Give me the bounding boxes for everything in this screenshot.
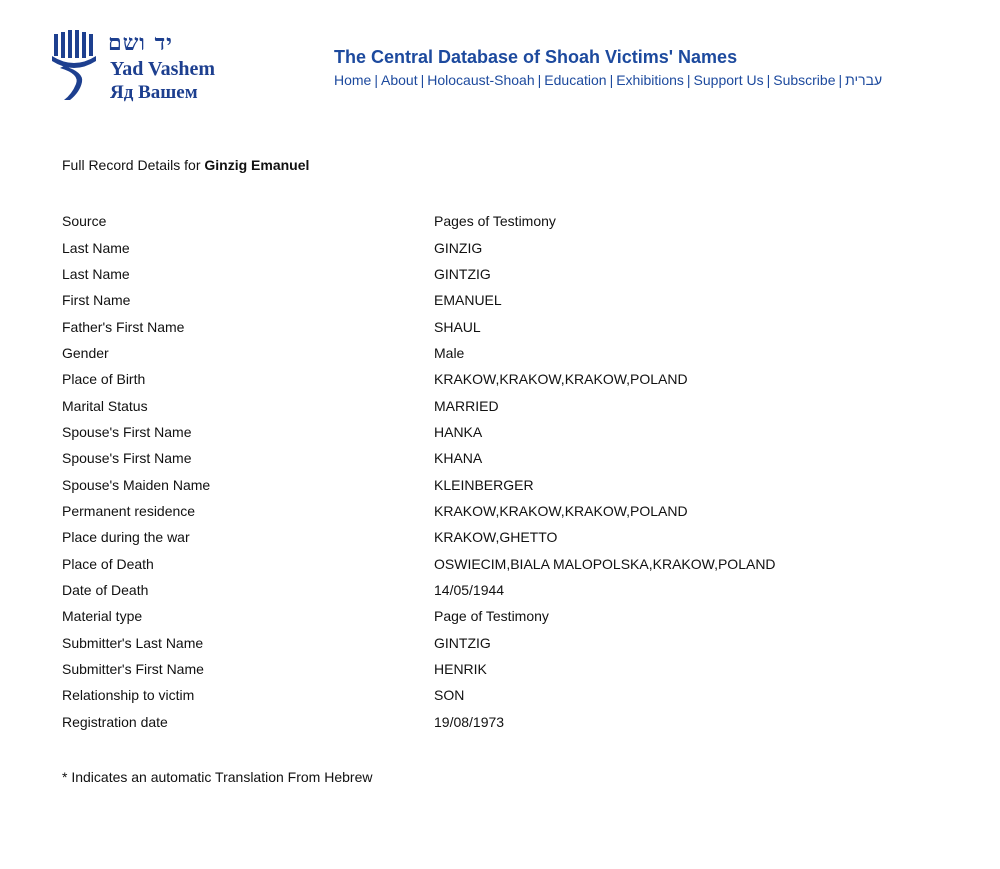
record-row: [62, 682, 862, 708]
nav-link[interactable]: Holocaust-Shoah: [427, 72, 535, 88]
field-label: Place of Death: [62, 555, 154, 572]
record-details-table: [62, 208, 862, 735]
nav-separator: |: [374, 72, 378, 88]
record-row: [62, 419, 862, 445]
field-value: HENRIK: [434, 661, 487, 678]
field-label: Relationship to victim: [62, 687, 195, 704]
field-value: OSWIECIM,BIALA MALOPOLSKA,KRAKOW,POLAND: [434, 555, 776, 572]
record-row: [62, 656, 862, 682]
field-label: Father's First Name: [62, 318, 185, 335]
field-label: Marital Status: [62, 397, 148, 414]
field-value: 14/05/1944: [434, 581, 505, 598]
record-row: [62, 287, 862, 313]
field-value: KLEINBERGER: [434, 476, 534, 493]
nav-link[interactable]: Exhibitions: [616, 72, 684, 88]
field-label: Gender: [62, 344, 109, 361]
field-label: First Name: [62, 292, 131, 309]
record-heading-name: Ginzig Emanuel: [204, 157, 310, 173]
nav-separator: |: [609, 72, 614, 88]
field-label: Date of Death: [62, 581, 149, 598]
field-label: Registration date: [62, 713, 168, 730]
field-value: SHAUL: [434, 318, 481, 335]
record-row: [62, 550, 862, 576]
field-value: 19/08/1973: [434, 713, 505, 730]
record-row: [62, 234, 862, 260]
field-value: KRAKOW,GHETTO: [434, 529, 558, 546]
field-value: GINTZIG: [434, 634, 491, 651]
record-row: [62, 366, 862, 392]
record-row: [62, 498, 862, 524]
record-row: [62, 261, 862, 287]
field-value: KRAKOW,KRAKOW,KRAKOW,POLAND: [434, 371, 688, 388]
yad-vashem-logo[interactable]: [50, 30, 240, 105]
field-label: Material type: [62, 608, 143, 625]
field-label: Spouse's First Name: [62, 450, 192, 467]
translation-footnote: * Indicates an automatic Translation From Hebrew: [62, 769, 373, 785]
record-row: [62, 471, 862, 497]
field-label: Last Name: [62, 265, 130, 282]
record-row: [62, 313, 862, 339]
field-label: Spouse's First Name: [62, 423, 192, 440]
nav-link[interactable]: Subscribe: [773, 72, 836, 88]
field-value: Male: [434, 344, 465, 361]
field-label: Spouse's Maiden Name: [62, 476, 211, 493]
field-label: Permanent residence: [62, 502, 196, 519]
record-row: [62, 603, 862, 629]
field-label: Submitter's Last Name: [62, 634, 204, 651]
record-heading-prefix: Full Record Details for: [62, 157, 201, 173]
nav-link[interactable]: Education: [544, 72, 607, 88]
logo-russian-text: Яд Вашем: [110, 82, 198, 103]
nav-separator: |: [420, 72, 425, 88]
field-label: Source: [62, 213, 107, 230]
field-value: KHANA: [434, 450, 483, 467]
nav-link[interactable]: About: [381, 72, 418, 88]
record-row: [62, 577, 862, 603]
field-value: GINZIG: [434, 239, 483, 256]
nav-link[interactable]: Home: [334, 72, 372, 88]
field-value: HANKA: [434, 423, 483, 440]
nav-separator: |: [537, 72, 542, 88]
field-value: MARRIED: [434, 397, 499, 414]
field-value: SON: [434, 687, 465, 704]
record-row: [62, 392, 862, 418]
record-row: [62, 445, 862, 471]
site-title: The Central Database of Shoah Victims' Names: [334, 47, 738, 67]
nav-separator: |: [766, 72, 771, 88]
logo-english-text: Yad Vashem: [110, 58, 216, 80]
nav-separator: |: [838, 72, 843, 88]
menorah-icon: [50, 30, 98, 102]
record-row: [62, 340, 862, 366]
nav-link[interactable]: Support Us: [693, 72, 764, 88]
field-label: Submitter's First Name: [62, 661, 204, 678]
field-label: Place during the war: [62, 529, 190, 546]
record-row: [62, 630, 862, 656]
record-row: [62, 208, 862, 234]
field-value: KRAKOW,KRAKOW,KRAKOW,POLAND: [434, 502, 688, 519]
field-value: Page of Testimony: [434, 608, 549, 625]
record-row: [62, 709, 862, 735]
nav-separator: |: [686, 72, 691, 88]
top-nav: [334, 72, 882, 88]
field-label: Place of Birth: [62, 371, 146, 388]
field-value: GINTZIG: [434, 265, 491, 282]
field-value: Pages of Testimony: [434, 213, 556, 230]
nav-link[interactable]: עברית: [845, 72, 883, 88]
field-value: EMANUEL: [434, 292, 502, 309]
record-row: [62, 524, 862, 550]
field-label: Last Name: [62, 239, 130, 256]
logo-hebrew-text: יד ושם: [108, 30, 173, 56]
record-heading: [62, 157, 309, 173]
